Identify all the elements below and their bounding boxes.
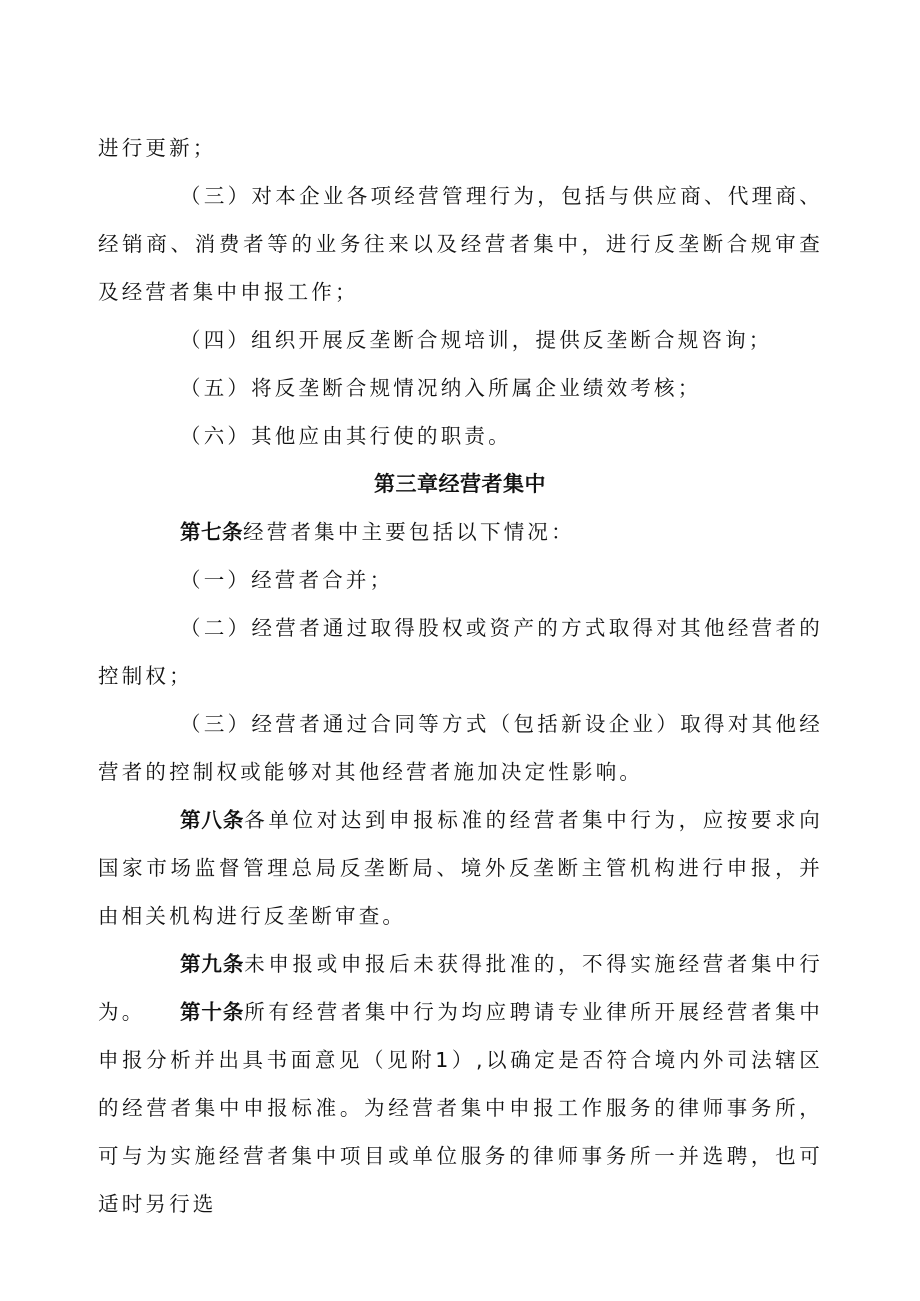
article-7-item-3: （三）经营者通过合同等方式（包括新设企业）取得对其他经营者的控制权或能够对其他经营者施加决定性影响。 <box>98 712 823 784</box>
article-8-text: 各单位对达到申报标准的经营者集中行为，应按要求向国家市场监督管理总局反垄断局、境外反垄断主管机构进行申报，并由相关机构进行反垄断审查。 <box>98 808 823 928</box>
chapter-heading: 第三章经营者集中 <box>374 472 546 496</box>
article-7-item-2: （二）经营者通过取得股权或资产的方式取得对其他经营者的控制权； <box>98 616 823 688</box>
paragraph-item-5: （五）将反垄断合规情况纳入所属企业绩效考核； <box>180 376 702 400</box>
article-7-item-1: （一）经营者合并； <box>180 568 394 592</box>
article-8-label: 第八条 <box>180 808 245 832</box>
article-10 <box>98 988 823 1228</box>
paragraph-item-3: （三）对本企业各项经营管理行为，包括与供应商、代理商、经销商、消费者等的业务往来以及经营者集中，进行反垄断合规审查及经营者集中申报工作； <box>98 184 823 304</box>
paragraph-item-4: （四）组织开展反垄断合规培训，提供反垄断合规咨询； <box>180 328 773 352</box>
paragraph-continuation: 进行更新； <box>98 136 217 160</box>
article-9-text: 未申报或申报后未获得批准的，不得实施经营者集中行为。 <box>98 952 823 1024</box>
article-7 <box>98 508 823 556</box>
article-10-label: 第十条 <box>180 1000 245 1024</box>
paragraph-item-6: （六）其他应由其行使的职责。 <box>180 424 512 448</box>
article-7-text: 经营者集中主要包括以下情况： <box>243 520 575 544</box>
article-8 <box>98 796 823 940</box>
article-9-label: 第九条 <box>180 952 245 976</box>
article-10-text: 所有经营者集中行为均应聘请专业律所开展经营者集中申报分析并出具书面意见（见附1）,以确定是否符合境内外司法辖区的经营者集中申报标准。为经营者集中申报工作服务的律师事务所，可与为实施经营者集中项目或单位服务的律师事务所一并选聘，也可适时另行选 <box>98 1000 823 1216</box>
article-7-label: 第七条 <box>180 520 243 544</box>
